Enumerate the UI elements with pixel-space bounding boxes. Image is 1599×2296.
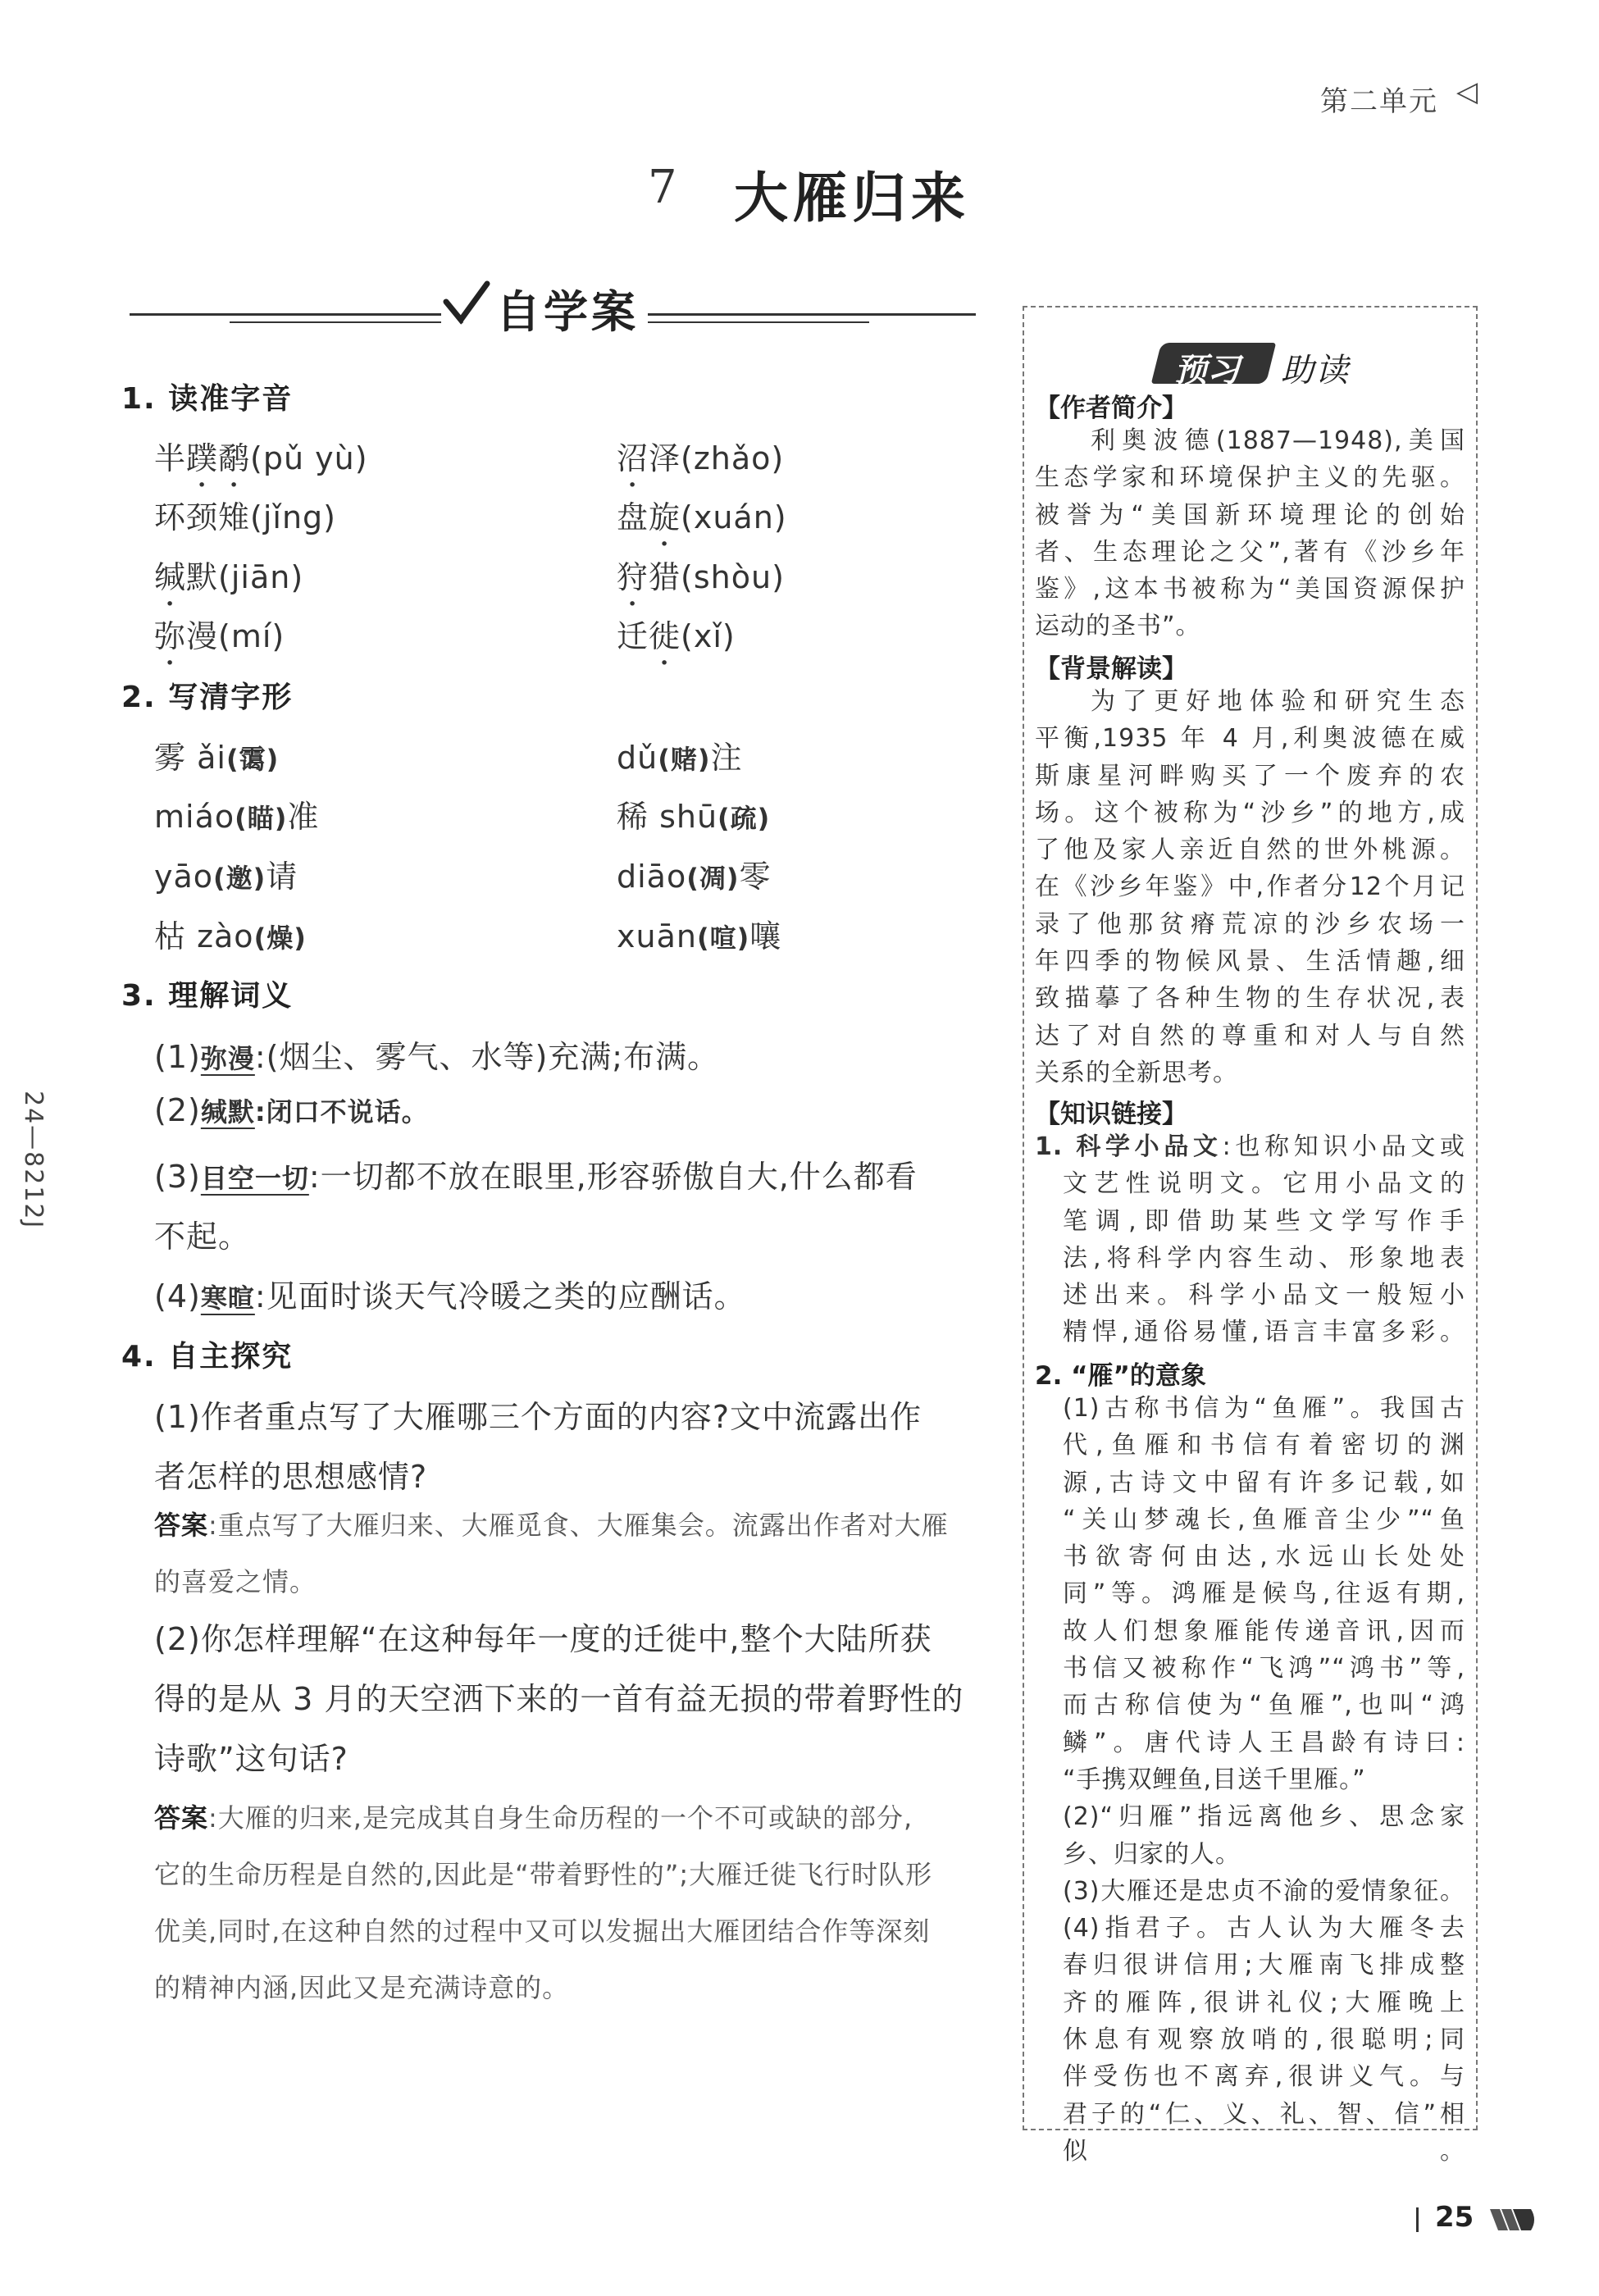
section-heading-pronunciation: 1. 读准字音 [121, 382, 294, 416]
lesson-title: 大雁归来 [734, 166, 970, 230]
character-item: 雾 ǎi(霭) [154, 740, 280, 776]
question-line: (2)你怎样理解“在这种每年一度的迁徙中,整个大陆所获 [154, 1621, 932, 1657]
checkmark-icon [443, 279, 490, 326]
character-item: xuān(喧)嚷 [617, 918, 782, 954]
knowledge-item-2: (1)古称书信为“鱼雁”。我国古 代,鱼雁和书信有着密切的渊 源,古诗文中留有许多记载,如 “关山梦魂长,鱼雁音尘少”“鱼 书欲寄何由达,水远山长处处 同”等。鸿雁是候鸟,往返有期, 故人们想象雁能传递音讯,因而 书信又被称作“飞鸿”“鸿书”等, 而古称信使为“鱼雁”,也叫“鸿 鳞”。唐代诗人王昌龄有诗曰: “手携双鲤鱼,目送千里雁。” (2)“归雁”指远离他乡、思念家 乡、归家的人。 (3)大雁还是忠贞不渝的爱情象征。 (4)指君子。古人认为大雁冬去 春归很讲信用;大雁南飞排成整 齐的雁阵,很讲礼仪;大雁晚上 休息有观察放哨的,很聪明;同 伴受伤也不离弃,很讲义气。与 君子的“仁、义、礼、智、信”相似。 [1063, 1394, 1465, 2166]
knowledge-heading: 【知识链接】 [1035, 1100, 1187, 1129]
character-item: miáo(瞄)准 [154, 799, 320, 835]
question-line: 得的是从 3 月的天空洒下来的一首有益无损的带着野性的 [154, 1681, 964, 1717]
pronunciation-item: 沼泽(zhǎo) [617, 440, 785, 476]
question-line: 诗歌”这句话? [154, 1741, 348, 1777]
answer-line: 它的生命历程是自然的,因此是“带着野性的”;大雁迁徙飞行时队形 [154, 1859, 933, 1890]
definition-continuation: 不起。 [154, 1219, 251, 1255]
pronunciation-item: 迁徙(xǐ) [617, 618, 736, 654]
knowledge-item-1: 1. 科学小品文:也称知识小品文或 文艺性说明文。它用小品文的 笔调,即借助某些文学写作手 法,将科学内容生动、形象地表 述出来。科学小品文一般短小 精悍,通俗易懂,语言丰富多彩。 [1035, 1132, 1466, 1347]
page-corner-stripes-icon [1488, 2206, 1538, 2234]
preview-guide-title: 助读 [1281, 352, 1350, 390]
pronunciation-item: 狩猎(shòu) [617, 559, 785, 595]
definition-item: (4)寒暄:见面时谈天气冷暖之类的应酬话。 [154, 1278, 746, 1314]
pronunciation-item: 弥漫(mí) [154, 618, 285, 654]
banner-rule-right-2 [648, 321, 869, 323]
answer-line: 的喜爱之情。 [154, 1566, 317, 1597]
answer-line: 优美,同时,在这种自然的过程中又可以发掘出大雁团结合作等深刻 [154, 1916, 931, 1947]
author-heading: 【作者简介】 [1035, 394, 1187, 423]
section-heading-inquiry: 4. 自主探究 [121, 1340, 294, 1374]
answer-line: 答案:重点写了大雁归来、大雁觅食、大雁集会。流露出作者对大雁 [154, 1510, 949, 1541]
side-code: 24—8212J [19, 1091, 48, 1230]
page-number: 25 [1435, 2201, 1474, 2234]
banner-title: 自学案 [496, 286, 639, 338]
character-item: dǔ(赌)注 [617, 740, 743, 776]
preview-badge-label: 预习 [1174, 352, 1240, 390]
unit-arrow-icon: ◁ [1456, 75, 1478, 108]
pronunciation-item: 半蹼鹬(pǔ yù) [154, 440, 368, 476]
character-item: yāo(邀)请 [154, 859, 298, 895]
character-item: 稀 shū(疏) [617, 799, 771, 835]
page-divider [1416, 2207, 1419, 2232]
answer-line: 的精神内涵,因此又是充满诗意的。 [154, 1972, 570, 2003]
pronunciation-item: 盘旋(xuán) [617, 499, 787, 535]
lesson-number: 7 [648, 161, 677, 214]
background-heading: 【背景解读】 [1035, 654, 1187, 684]
definition-item: (1)弥漫:(烟尘、雾气、水等)充满;布满。 [154, 1039, 720, 1075]
banner-rule-left [130, 313, 441, 316]
author-text: 利奥波德(1887—1948),美国 生态学家和环境保护主义的先驱。 被誉为“美国新环境理论的创始 者、生态理论之父”,著有《沙乡年 鉴》,这本书被称为“美国资源保护 运动的圣书”。 [1035, 426, 1465, 641]
definition-item: (3)目空一切:一切都不放在眼里,形容骄傲自大,什么都看 [154, 1159, 918, 1195]
background-text: 为了更好地体验和研究生态 平衡,1935 年 4 月,利奥波德在威 斯康星河畔购买了一个废弃的农 场。这个被称为“沙乡”的地方,成 了他及家人亲近自然的世外桃源。 在《沙乡年鉴》中,作者分12个月记 录了他那贫瘠荒凉的沙乡农场一 年四季的物候风景、生活情趣,细 致描摹了各种生物的生存状况,表 达了对自然的尊重和对人与自然 关系的全新思考。 [1035, 687, 1465, 1087]
question-line: (1)作者重点写了大雁哪三个方面的内容?文中流露出作 [154, 1399, 922, 1435]
section-heading-vocabulary: 3. 理解词义 [121, 979, 294, 1013]
character-item: diāo(凋)零 [617, 859, 772, 895]
question-line: 者怎样的思想感情? [154, 1459, 428, 1495]
knowledge-item-2-heading: 2. “雁”的意象 [1035, 1361, 1206, 1391]
definition-item: (2)缄默:闭口不说话。 [154, 1092, 429, 1128]
banner-rule-right [648, 313, 976, 316]
unit-label: 第二单元 [1320, 85, 1438, 118]
pronunciation-item: 缄默(jiān) [154, 559, 304, 595]
character-item: 枯 zào(燥) [154, 918, 307, 954]
answer-line: 答案:大雁的归来,是完成其自身生命历程的一个不可或缺的部分, [154, 1802, 913, 1834]
banner-rule-left-2 [230, 321, 441, 323]
pronunciation-item: 环颈雉(jǐng) [154, 499, 337, 535]
section-heading-characters: 2. 写清字形 [121, 681, 294, 714]
